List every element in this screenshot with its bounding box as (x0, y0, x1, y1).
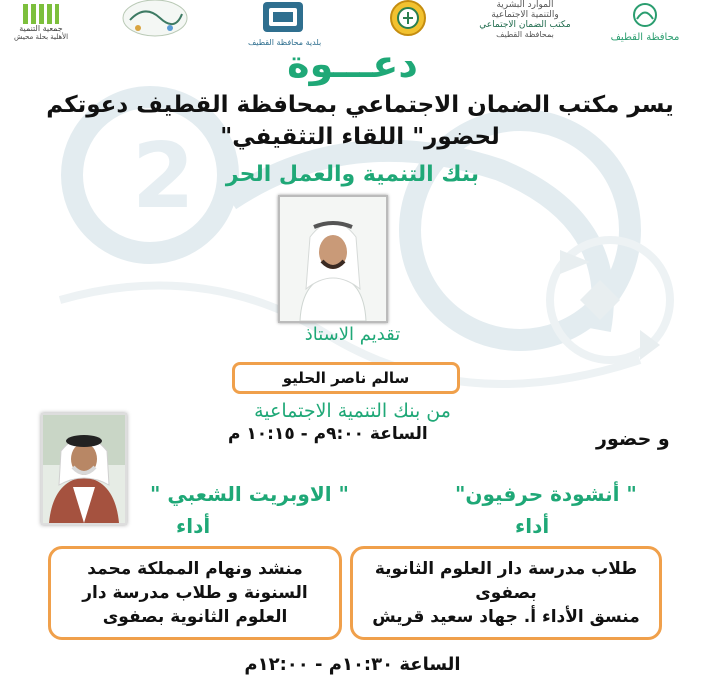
speaker-affiliation: من بنك التنمية الاجتماعية (254, 400, 451, 422)
invitation-subtitle: بنك التنمية والعمل الحر (225, 162, 480, 187)
performance-2-line-2: السنونة و طلاب مدرسة دار (82, 583, 308, 603)
invitation-title: دعـــوة (287, 42, 418, 86)
performance-1-title: " أنشودة حرفيون" (455, 482, 637, 506)
performer-portrait-icon (43, 415, 125, 523)
performance-2-title: " الاوبريت الشعبي " (150, 482, 349, 506)
speaker-photo (278, 195, 388, 323)
performance-1-line-2: بصفوى (475, 583, 537, 603)
speaker-name: سالم ناصر الحليو (232, 362, 460, 394)
logo-seal (383, 0, 433, 44)
performance-1-box (350, 546, 662, 640)
attendance-label: و حضور (596, 428, 670, 450)
governorate-caption: محافظة القطيف (610, 32, 680, 43)
logo-social-security-office (470, 0, 580, 39)
invitation-line-1: يسر مكتب الضمان الاجتماعي بمحافظة القطيف دعوتكم (46, 92, 674, 118)
svg-text:2: 2 (132, 124, 195, 229)
performance-2-label: أداء (176, 514, 211, 538)
logo-calligraphy (120, 0, 190, 44)
presented-by-label: تقديم الاستاذ (304, 324, 401, 345)
social-office-caption-1: الموارد البشرية (496, 0, 554, 10)
performance-2-box (48, 546, 342, 640)
performance-1-label: أداء (515, 514, 550, 538)
performer-photo (41, 413, 127, 525)
development-association-caption-2: الأهلية بحلة محيش (14, 33, 69, 41)
speaker-portrait-icon (280, 197, 386, 321)
social-office-caption-4: بمحافظة القطيف (496, 30, 554, 39)
development-association-caption-1: جمعية التنمية (19, 24, 63, 33)
social-office-caption-2: والتنمية الاجتماعية (491, 10, 559, 20)
development-association-icon (23, 4, 59, 24)
performance-2-line-3: العلوم الثانوية بصفوى (102, 607, 288, 627)
calligraphy-emblem-icon (120, 0, 190, 40)
invitation-line-2: لحضور" اللقاء التثقيفي" (220, 124, 500, 150)
logo-qatif-municipality (248, 0, 322, 47)
lecture-time: الساعة ٩:٠٠م - ١٠:١٥ م (228, 424, 428, 444)
logo-development-association (14, 0, 68, 41)
performance-1-line-3: منسق الأداء أ. جهاد سعيد قريش (372, 607, 640, 627)
municipality-caption: بلدية محافظة القطيف (248, 38, 322, 47)
municipality-emblem-icon (253, 0, 313, 34)
closing-time: الساعة ١٠:٣٠م - ١٢:٠٠م (244, 654, 461, 675)
logo-qatif-governorate (605, 0, 685, 43)
social-office-caption-3: مكتب الضمان الاجتماعي (479, 20, 571, 30)
governorate-emblem-icon (625, 2, 665, 28)
performance-1-line-1: طلاب مدرسة دار العلوم الثانوية (374, 559, 638, 579)
performance-2-line-1: منشد ونهام المملكة محمد (87, 559, 303, 579)
gold-seal-icon (386, 0, 430, 40)
